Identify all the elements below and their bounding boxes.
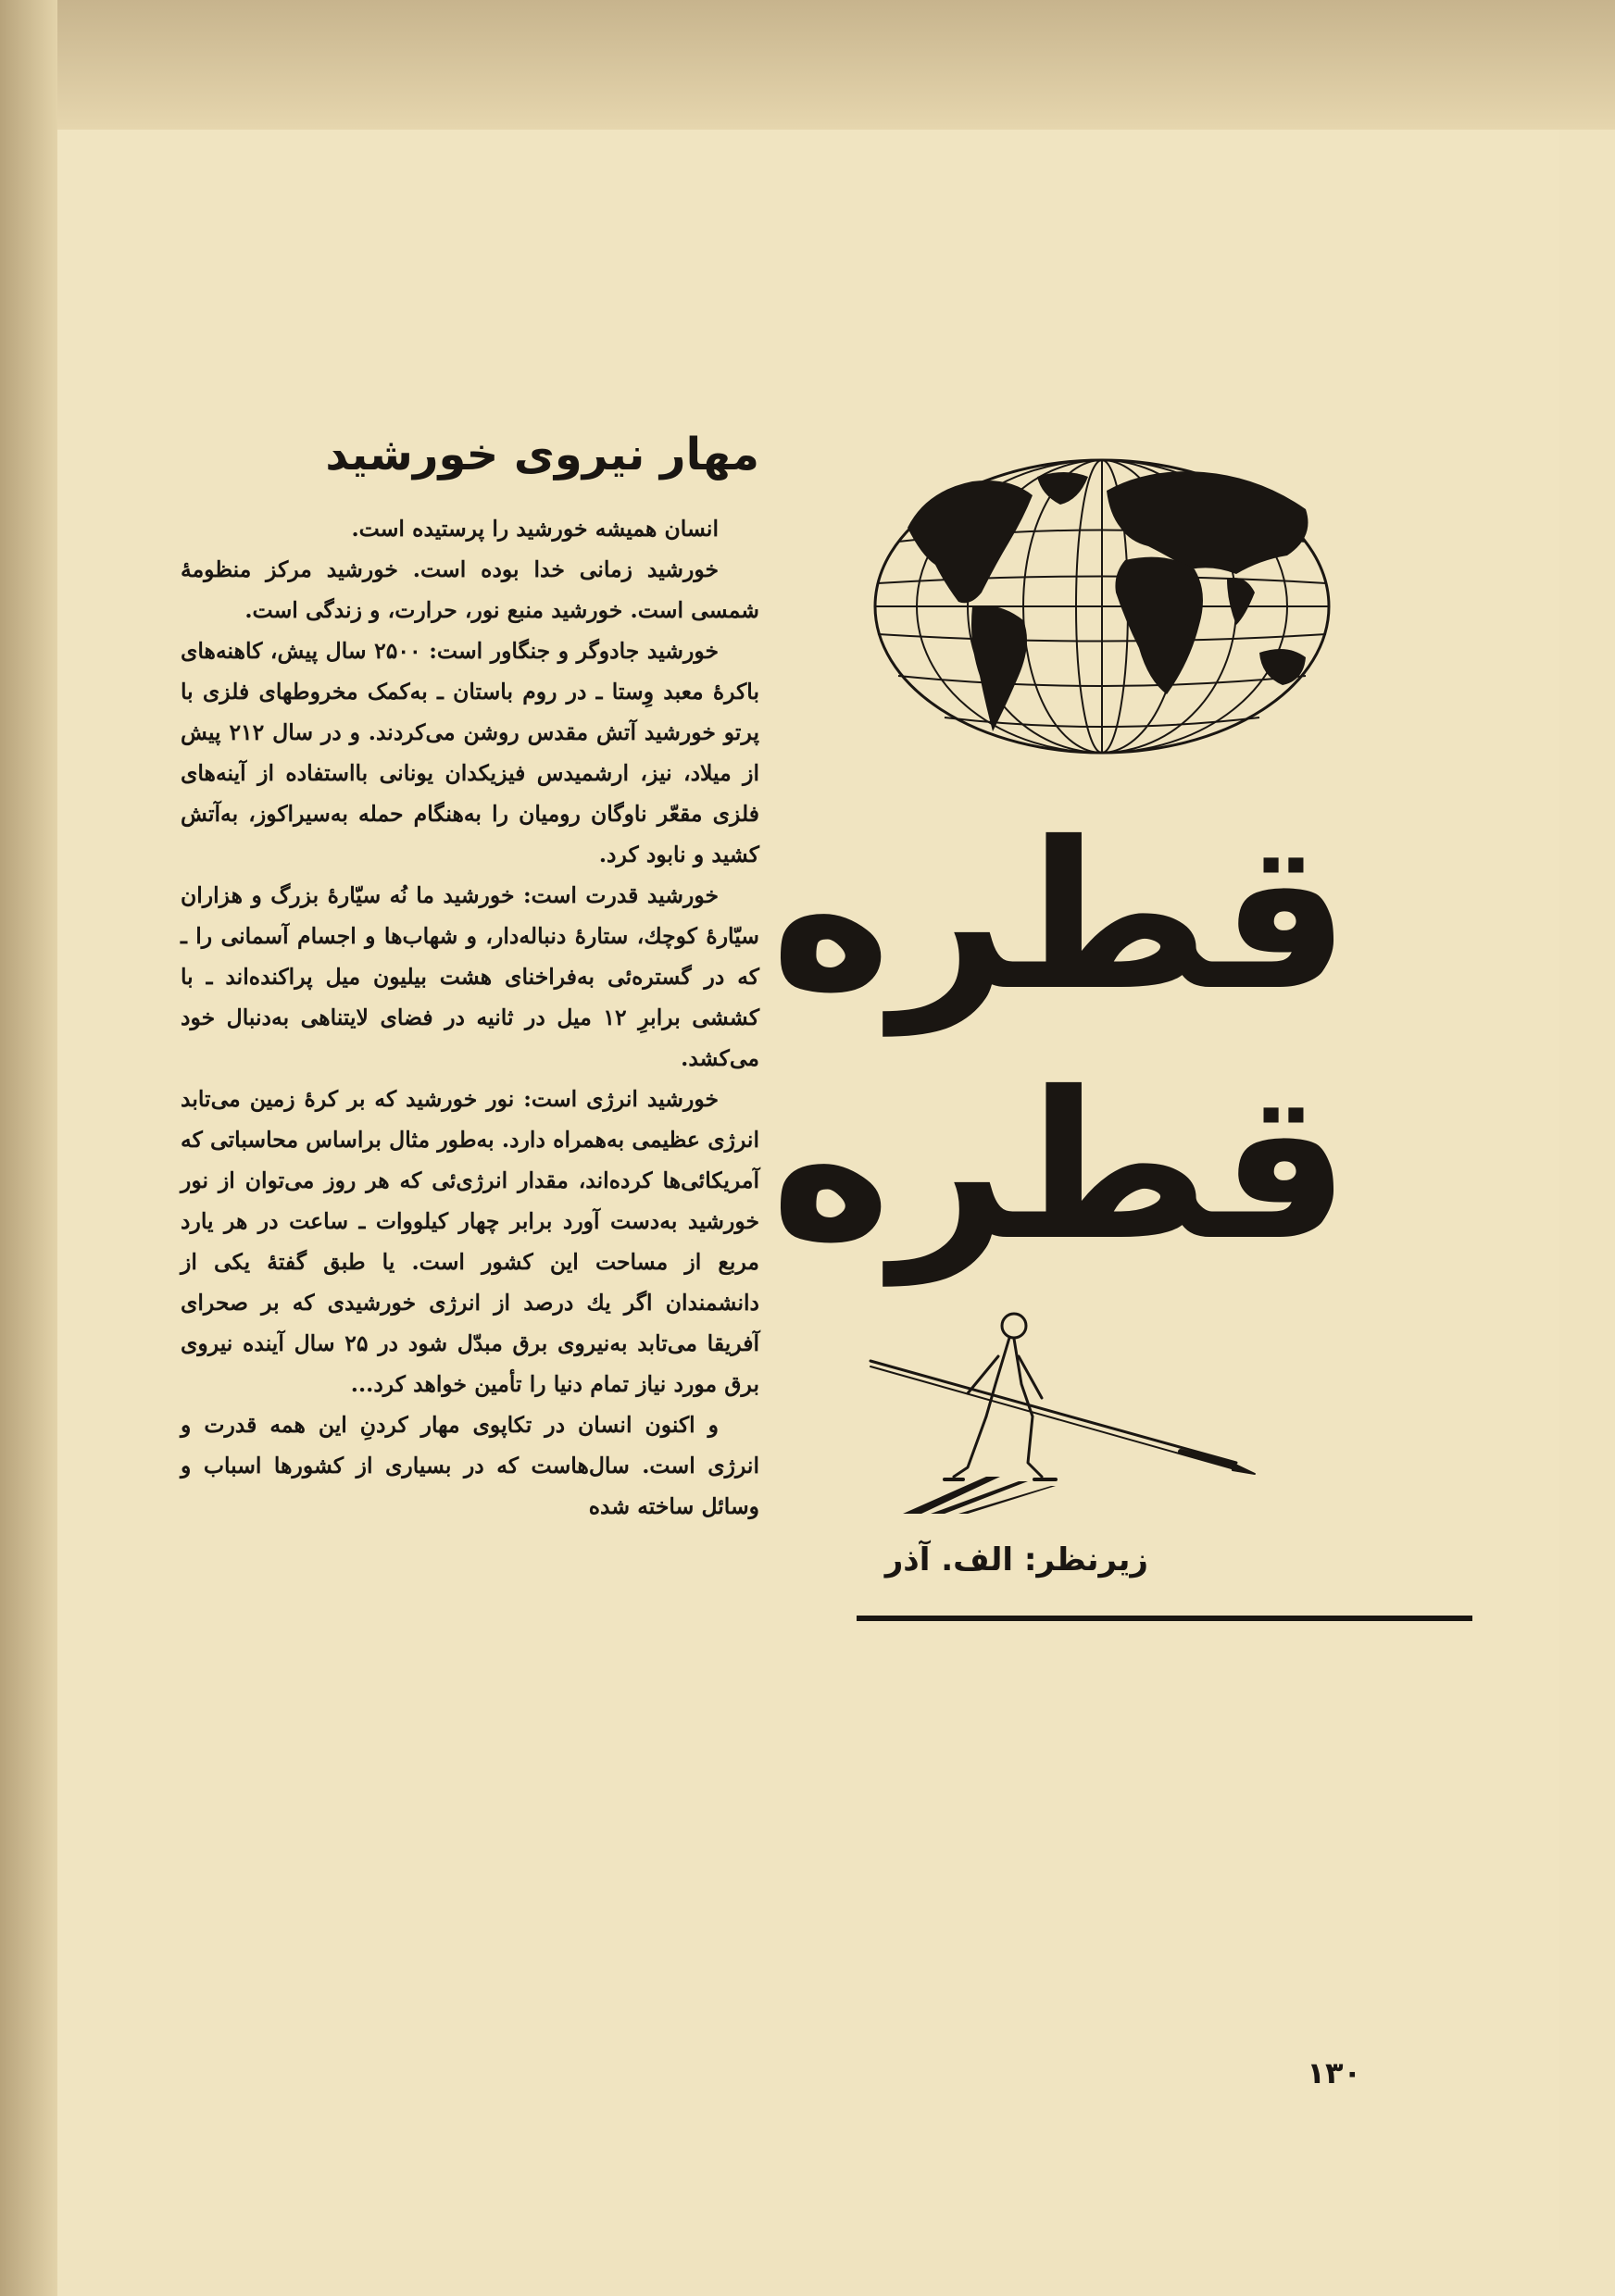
translator-credit: زیرنظر: الف. آذر — [884, 1541, 1148, 1578]
article-paragraph: خورشید قدرت است: خورشید ما نُه سیّارهٔ بزرگ و هزاران سیّارهٔ کوچك، ستارهٔ دنباله‌دار، و شهاب‌ها و اجسام آسمانی را ـ که در گستره‌ئی به‌فراخنای هشت بیلیون میل پراکنده‌اند ـ با کششی برابرِ ۱۲ میل در ثانیه در فضای لایتناهی به‌دنبال خود می‌کشد. — [181, 882, 760, 1071]
binding-strip — [0, 0, 1615, 130]
article-paragraph: و اکنون انسان در تکاپوی مهار کردنِ این همه قدرت و انرژی است. سال‌هاست که در بسیاری از کشورها اسباب و وسائل ساخته شده — [181, 1412, 759, 1519]
article-paragraph: خورشید زمانی خدا بوده است. خورشید مرکز منظومهٔ شمسی است. خورشید منبع نور، حرارت، و زندگی است. — [181, 556, 759, 623]
page-number: ۱۳۰ — [1307, 2055, 1361, 2090]
article-paragraph: خورشید انرژی است: نور خورشید که بر کرهٔ زمین می‌تابد انرژی عظیمی به‌همراه دارد. به‌طور مثال براساس محاسباتی که آمریکائی‌ها کرده‌اند، مقدار انرژی‌ئی که هر روز می‌توان از نور خورشید به‌دست آورد برابر چهار کیلووات ـ ساعت در هر یارد مربع از مساحت این کشور است. یا طبق گفتهٔ یکی از دانشمندان اگر یك درصد از انرژی خورشیدی که بر صحرای آفریقا می‌تابد به‌نیروی برق مبدّل شود در ۲۵ سال آینده نیروی برق مورد نیاز تمام دنیا را تأمین خواهد کرد... — [181, 1086, 759, 1397]
divider-rule — [857, 1616, 1472, 1621]
man-carrying-pen-illustration — [866, 1305, 1269, 1518]
page-edge — [0, 0, 57, 2296]
column-title-line-2: قطره — [770, 1048, 1350, 1285]
article-paragraph: خورشید جادوگر و جنگاور است: ۲۵۰۰ سال پیش، کاهنه‌های باکرهٔ معبد وِستا ـ در روم باستان ـ به‌کمک مخروطهای فلزی با پرتو خورشید آتش مقدس روشن می‌کردند. و در سال ۲۱۲ پیش از میلاد، نیز، ارشمیدس فیزیکدان یونانی بااستفاده از آینه‌های فلزی مقعّر ناوگان رومیان را به‌هنگام حمله به‌سیراکوز، به‌آتش کشید و نابود کرد. — [181, 638, 759, 867]
article-body — [181, 508, 759, 1527]
article — [181, 421, 759, 1527]
globe-icon — [870, 454, 1333, 759]
column-title-line-1: قطره — [770, 798, 1350, 1035]
article-paragraph: انسان همیشه خورشید را پرستیده است. — [351, 516, 719, 542]
article-title: مهار نیروی خورشید — [325, 429, 759, 480]
column-title — [770, 778, 1350, 1305]
